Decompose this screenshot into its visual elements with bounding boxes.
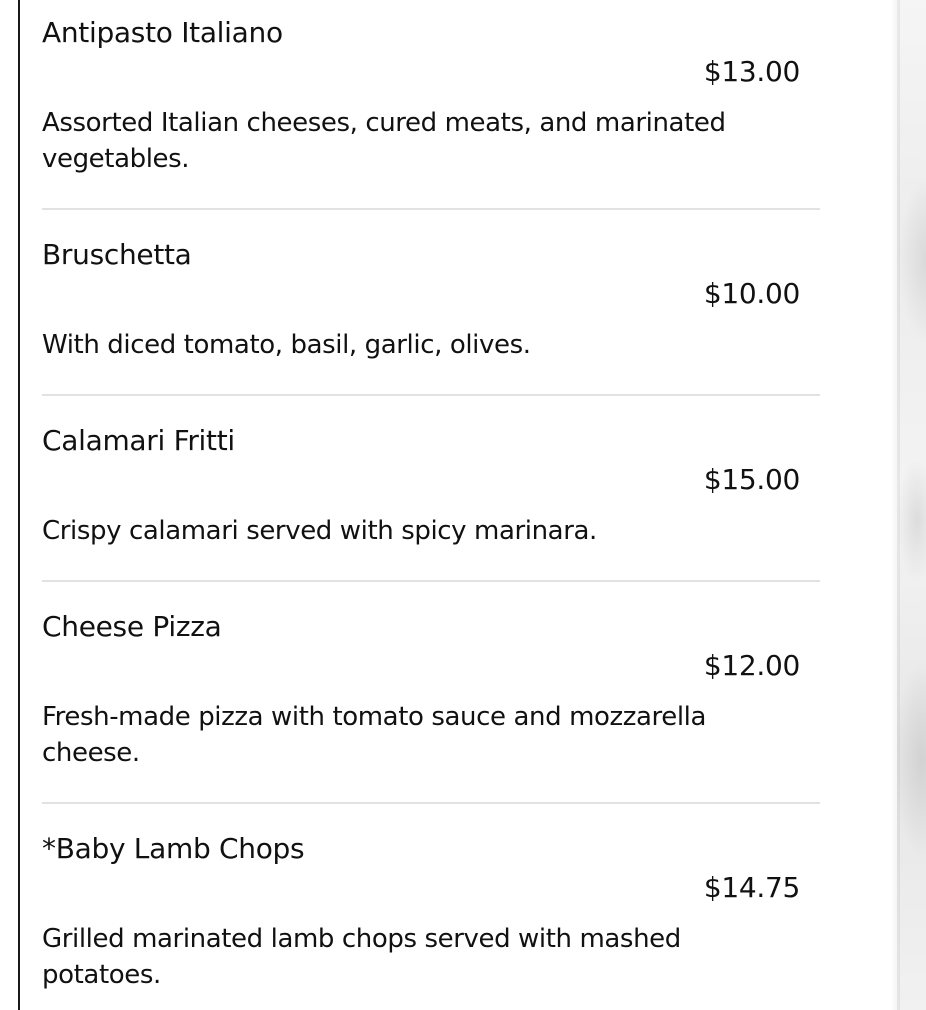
menu-item-bruschetta bbox=[42, 238, 820, 368]
menu-item-name: Calamari Fritti bbox=[42, 424, 235, 457]
menu-item-cheese-pizza bbox=[42, 610, 820, 790]
menu-item-name: Bruschetta bbox=[42, 238, 192, 271]
menu-item-description: With diced tomato, basil, garlic, olives. bbox=[42, 330, 531, 360]
menu-item-divider bbox=[42, 394, 820, 396]
card-shadow bbox=[890, 0, 900, 1010]
menu-item-description: Assorted Italian cheeses, cured meats, and marinated vegetables. bbox=[42, 108, 726, 174]
menu-item-divider bbox=[42, 580, 820, 582]
menu-item-divider bbox=[42, 208, 820, 210]
menu-item-price: $10.00 bbox=[703, 277, 800, 310]
menu-item-description: Crispy calamari served with spicy marinara. bbox=[42, 516, 597, 546]
menu-item-name: Cheese Pizza bbox=[42, 610, 222, 643]
menu-item-calamari-fritti bbox=[42, 424, 820, 554]
menu-item-price: $15.00 bbox=[703, 463, 800, 496]
menu-item-name: *Baby Lamb Chops bbox=[42, 832, 305, 865]
menu-item-price: $13.00 bbox=[703, 55, 800, 88]
menu-item-name: Antipasto Italiano bbox=[42, 16, 283, 49]
menu-item-description: Grilled marinated lamb chops served with mashed potatoes. bbox=[42, 924, 681, 990]
menu-item-description: Fresh-made pizza with tomato sauce and mozzarella cheese. bbox=[42, 702, 707, 768]
menu-item-price: $12.00 bbox=[703, 649, 800, 682]
menu-item-antipasto-italiano bbox=[42, 16, 820, 196]
menu-item-divider bbox=[42, 802, 820, 804]
menu-card bbox=[18, 0, 890, 1010]
background-image bbox=[897, 0, 926, 1010]
menu-item-baby-lamb-chops bbox=[42, 832, 820, 1010]
menu-item-price: $14.75 bbox=[703, 871, 800, 904]
